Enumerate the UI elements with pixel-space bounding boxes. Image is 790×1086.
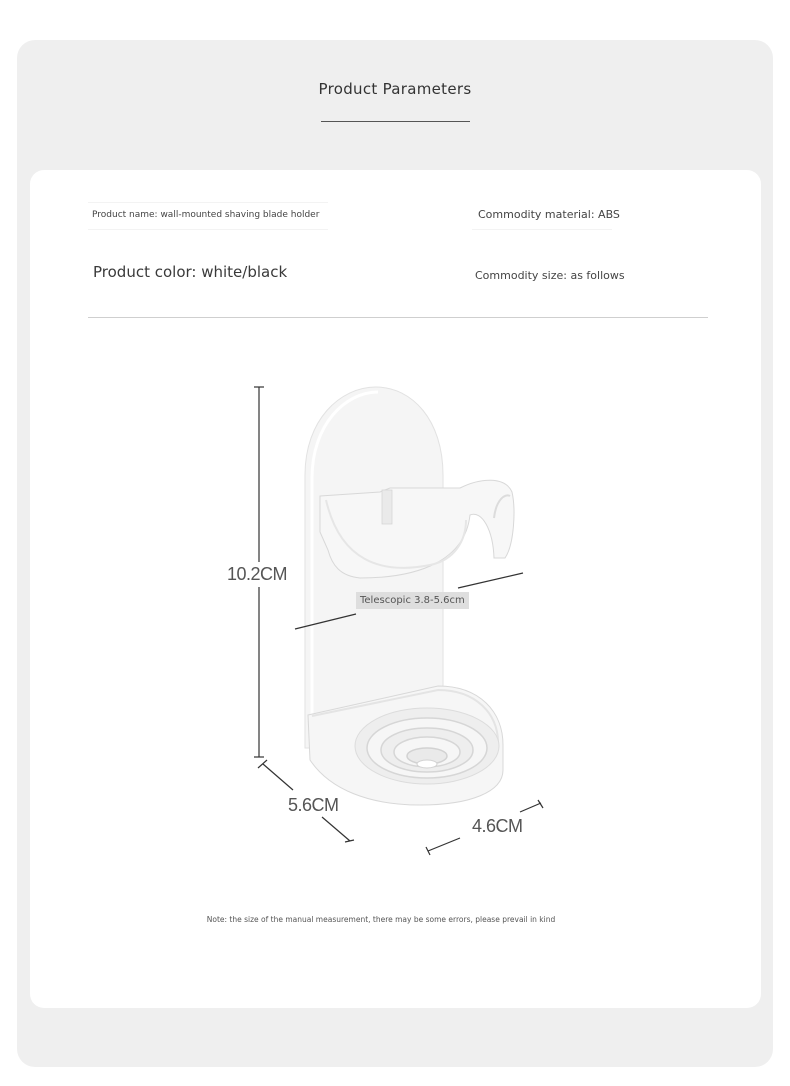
width-label: 5.6CM <box>288 795 339 815</box>
product-name: Product name: wall-mounted shaving blade holder <box>92 210 320 220</box>
clamp-arm <box>320 480 514 578</box>
measurement-note: Note: the size of the manual measurement, there may be some errors, please prevail in kind <box>206 915 556 924</box>
page-title: Product Parameters <box>318 80 472 98</box>
product-color: Product color: white/black <box>93 263 288 281</box>
depth-label: 4.6CM <box>472 816 523 836</box>
commodity-material: Commodity material: ABS <box>478 208 620 221</box>
commodity-size: Commodity size: as follows <box>475 269 625 282</box>
telescopic-label: Telescopic 3.8-5.6cm <box>356 592 469 609</box>
height-label: 10.2CM <box>227 562 287 587</box>
